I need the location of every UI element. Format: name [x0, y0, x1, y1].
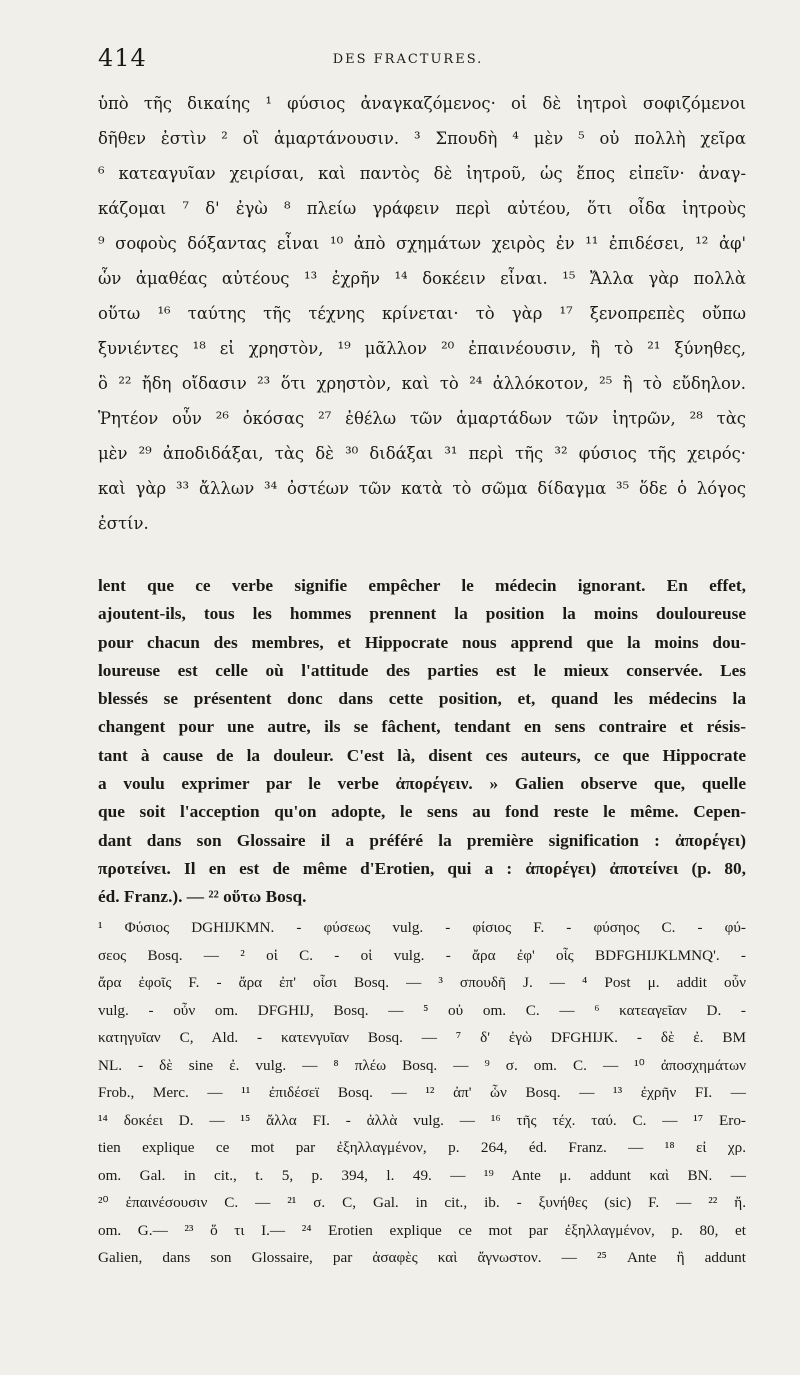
- french-line: dant dans son Glossaire il a préféré la première signification : ἀπορέγει): [98, 830, 746, 850]
- greek-line: ⁶ κατεαγυῖαν χειρίσαι, καὶ παντὸς δὲ ἰητροῦ, ὡς ἔπος εἰπεῖν· ἀναγ-: [98, 164, 746, 183]
- greek-line: καὶ γὰρ ³³ ἄλλων ³⁴ ὀστέων τῶν κατὰ τὸ σῶμα δίδαγμα ³⁵ ὅδε ὁ λόγος: [98, 479, 746, 498]
- footnote-line: tien explique ce mot par ἐξηλλαγμένον, p. 264, éd. Franz. — ¹⁸ εἰ χρ.: [98, 1139, 746, 1156]
- running-head: [98, 44, 718, 74]
- greek-line: Ῥητέον οὖν ²⁶ ὁκόσας ²⁷ ἐθέλω τῶν ἁμαρτάδων τῶν ἰητρῶν, ²⁸ τὰς: [98, 409, 746, 428]
- greek-line: ὃ ²² ἤδη οἴδασιν ²³ ὅτι χρηστὸν, καὶ τὸ ²⁴ ἀλλόκοτον, ²⁵ ἢ τὸ εὔδηλον.: [98, 374, 746, 393]
- greek-line: δῆθεν ἐστὶν ² οἳ ἁμαρτάνουσιν. ³ Σπουδὴ ⁴ μὲν ⁵ οὐ πολλὴ χεῖρα: [98, 129, 746, 148]
- footnote-line: Galien, dans son Glossaire, par ἀσαφὲς καὶ ἄγνωστον. — ²⁵ Ante ἢ addunt: [98, 1249, 746, 1266]
- footnote-line: ¹⁴ δοκέει D. — ¹⁵ ἄλλα FI. - ἀλλὰ vulg. — ¹⁶ τῆς τέχ. ταύ. C. — ¹⁷ Ero-: [98, 1111, 746, 1129]
- french-line: changent pour une autre, ils se fâchent, tendant en sens contraire et résis-: [98, 717, 746, 737]
- french-line: que soit l'acception qu'on adopte, le sens au fond reste le même. Cepen-: [98, 802, 746, 822]
- footnote-line: om. G.— ²³ ὅ τι I.— ²⁴ Erotien explique ce mot par ἐξηλλαγμένον, p. 80, et: [98, 1221, 746, 1239]
- footnote-line: ¹ Φύσιος DGHIJKMN. - φύσεως vulg. - φίσιος F. - φύσηος C. - φύ-: [98, 919, 746, 936]
- french-line: pour chacun des membres, et Hippocrate nous apprend que la moins dou-: [98, 632, 746, 652]
- footnote-line: ἄρα ἐφοῖς F. - ἄρα ἐπ' οἷσι Bosq. — ³ σπουδῆ J. — ⁴ Post μ. addit οὖν: [98, 974, 746, 991]
- footnote-line: κατηγυῖαν C, Ald. - κατενγυῖαν Bosq. — ⁷ δ' ἐγὼ DFGHIJK. - δὲ ἐ. BM: [98, 1029, 746, 1046]
- footnotes: [98, 914, 746, 1272]
- greek-line: οὕτω ¹⁶ ταύτης τῆς τέχνης κρίνεται· τὸ γὰρ ¹⁷ ξενοπρεπὲς οὔπω: [98, 304, 746, 323]
- footnote-line: om. Gal. in cit., t. 5, p. 394, l. 49. — ¹⁹ Ante μ. addunt καὶ BN. —: [98, 1166, 746, 1184]
- french-line: ajoutent-ils, tous les hommes prennent la position la moins douloureuse: [98, 604, 746, 624]
- page-number: 414: [98, 44, 147, 72]
- greek-line: κάζομαι ⁷ δ' ἐγὼ ⁸ πλείω γράφειν περὶ αὐτέου, ὅτι οἶδα ἰητροὺς: [98, 199, 746, 218]
- greek-line: ὧν ἀμαθέας αὐτέους ¹³ ἐχρῆν ¹⁴ δοκέειν εἶναι. ¹⁵ Ἄλλα γὰρ πολλὰ: [98, 269, 746, 288]
- footnote-line: σεος Bosq. — ² οἱ C. - οἱ vulg. - ἄρα ἐφ' οἷς BDFGHIJKLMNQ'. -: [98, 946, 746, 964]
- greek-text-block: [98, 86, 746, 541]
- greek-line: ὑπὸ τῆς δικαίης ¹ φύσιος ἀναγκαζόμενος· οἱ δὲ ἰητροὶ σοφιζόμενοι: [98, 94, 746, 113]
- footnote-line: vulg. - οὖν om. DFGHIJ, Bosq. — ⁵ οὐ om. C. — ⁶ κατεαγεῖαν D. -: [98, 1001, 746, 1019]
- french-commentary: [98, 572, 746, 912]
- french-line: a voulu exprimer par le verbe ἀπορέγειν. » Galien observe que, quelle: [98, 774, 746, 794]
- french-line: loureuse est celle où l'attitude des parties est le mieux conservée. Les: [98, 660, 746, 680]
- french-line: éd. Franz.). — ²² οὕτω Bosq.: [98, 887, 307, 907]
- french-line: lent que ce verbe signifie empêcher le médecin ignorant. En effet,: [98, 576, 746, 595]
- french-line: blessés se présentent donc dans cette position, et, quand les médecins la: [98, 689, 746, 709]
- footnote-line: ²⁰ ἐπαινέσουσιν C. — ²¹ σ. C, Gal. in cit., ib. - ξυνήθες (sic) F. — ²² ἤ.: [98, 1194, 746, 1211]
- footnote-line: Frob., Merc. — ¹¹ ἐπιδέσεϊ Bosq. — ¹² ἀπ' ὧν Bosq. — ¹³ ἐχρῆν FI. —: [98, 1084, 746, 1101]
- running-title: DES FRACTURES.: [332, 52, 484, 67]
- footnote-line: NL. - δὲ sine ἐ. vulg. — ⁸ πλέω Bosq. — ⁹ σ. om. C. — ¹⁰ ἀποσχημάτων: [98, 1056, 746, 1074]
- french-line: tant à cause de la douleur. C'est là, disent ces auteurs, ce que Hippocrate: [98, 745, 746, 765]
- greek-line: μὲν ²⁹ ἀποδιδάξαι, τὰς δὲ ³⁰ διδάξαι ³¹ περὶ τῆς ³² φύσιος τῆς χειρός·: [98, 444, 746, 463]
- greek-line: ξυνιέντες ¹⁸ εἰ χρηστὸν, ¹⁹ μᾶλλον ²⁰ ἐπαινέουσιν, ἢ τὸ ²¹ ξύνηθες,: [98, 339, 746, 358]
- greek-line: ⁹ σοφοὺς δόξαντας εἶναι ¹⁰ ἀπὸ σχημάτων χειρὸς ἐν ¹¹ ἐπιδέσει, ¹² ἀφ': [98, 234, 746, 253]
- greek-line: ἐστίν.: [98, 514, 149, 533]
- french-line: προτείνει. Il en est de même d'Erotien, qui a : ἀπορέγει) ἀποτείνει (p. 80,: [98, 858, 746, 878]
